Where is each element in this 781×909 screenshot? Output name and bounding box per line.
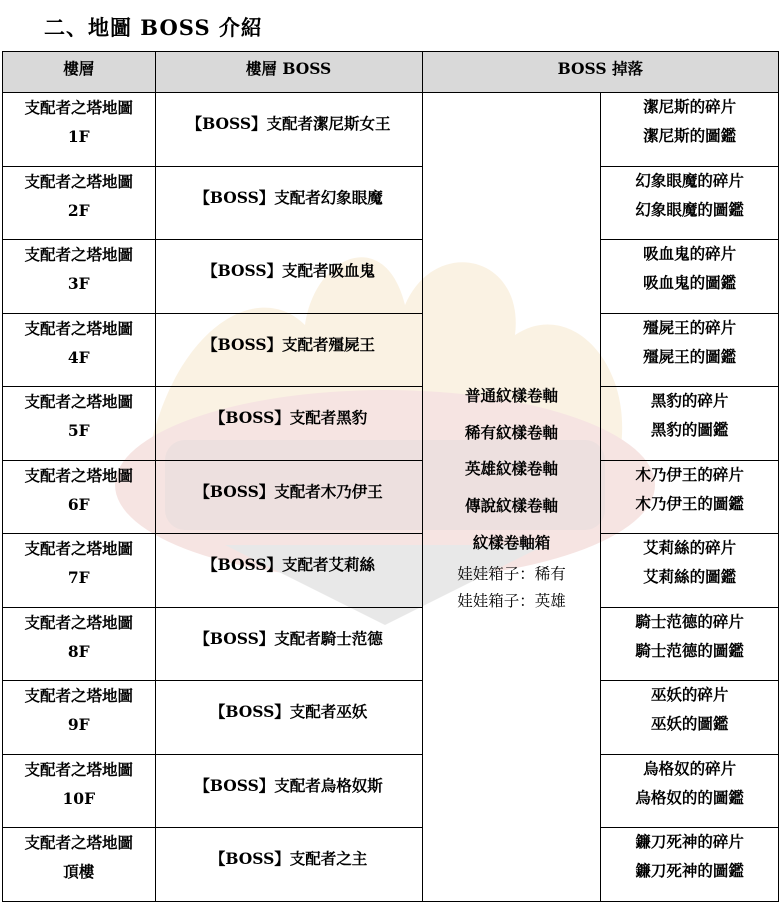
boss-name: 【BOSS】支配者木乃伊王: [194, 481, 383, 501]
drop-fragment: 幻象眼魔的碎片: [635, 170, 744, 190]
floor-cell: [3, 93, 156, 167]
floor-cell: [3, 460, 156, 534]
table-row: [3, 387, 779, 461]
drop-fragment: 潔尼斯的碎片: [643, 97, 737, 116]
floor-map-name: 支配者之塔地圖: [24, 465, 134, 485]
drop-fragment: 烏格奴的碎片: [643, 758, 737, 778]
floor-level: 10F: [62, 788, 96, 808]
floor-map-name: 支配者之塔地圖: [24, 612, 134, 632]
boss-drop-cell: [601, 166, 779, 240]
drop-codex: 木乃伊王的圖鑑: [635, 493, 744, 513]
table-row: [3, 460, 779, 534]
floor-level: 3F: [67, 274, 90, 293]
boss-drop-cell: [601, 93, 779, 167]
common-drop-item: 傳說紋樣卷軸: [464, 496, 558, 516]
boss-cell: [155, 607, 422, 681]
common-drops-cell: [422, 93, 601, 902]
drop-codex: 烏格奴的的圖鑑: [635, 787, 744, 807]
boss-name: 【BOSS】支配者艾莉絲: [202, 555, 376, 575]
boss-name: 【BOSS】支配者之主: [209, 849, 368, 869]
drop-codex: 吸血鬼的圖鑑: [643, 273, 737, 292]
boss-name: 【BOSS】支配者吸血鬼: [202, 261, 376, 281]
boss-cell: [155, 828, 422, 902]
floor-cell: [3, 313, 156, 387]
boss-name: 【BOSS】支配者巫妖: [209, 702, 368, 722]
table-row: [3, 607, 779, 681]
floor-cell: [3, 387, 156, 461]
floor-level: 7F: [67, 568, 90, 587]
boss-drop-cell: [601, 754, 779, 828]
drop-fragment: 鐮刀死神的碎片: [635, 832, 744, 851]
table-row: [3, 828, 779, 902]
drop-fragment: 巫妖的碎片: [650, 685, 729, 704]
boss-cell: [155, 460, 422, 534]
floor-map-name: 支配者之塔地圖: [24, 686, 134, 705]
common-drop-item: 娃娃箱子：稀有: [457, 565, 566, 584]
table-row: [3, 681, 779, 755]
boss-drop-cell: [601, 460, 779, 534]
boss-cell: [155, 754, 422, 828]
boss-drop-cell: [601, 313, 779, 387]
floor-map-name: 支配者之塔地圖: [24, 318, 134, 338]
drop-codex: 巫妖的圖鑑: [650, 714, 729, 733]
drop-fragment: 艾莉絲的碎片: [643, 538, 737, 557]
boss-drop-cell: [601, 534, 779, 608]
boss-name: 【BOSS】支配者騎士范德: [194, 628, 383, 648]
header-drop: BOSS 掉落: [422, 52, 778, 93]
drop-codex: 騎士范德的圖鑑: [635, 640, 744, 660]
drop-fragment: 吸血鬼的碎片: [643, 244, 737, 263]
boss-name: 【BOSS】支配者烏格奴斯: [194, 775, 383, 795]
drop-codex: 鐮刀死神的圖鑑: [635, 861, 744, 880]
floor-level: 1F: [67, 127, 90, 146]
boss-name: 【BOSS】支配者黑豹: [209, 408, 368, 428]
floor-map-name: 支配者之塔地圖: [24, 759, 134, 779]
table-row: [3, 240, 779, 314]
common-drop-item: 稀有紋樣卷軸: [464, 422, 558, 442]
drop-fragment: 殭屍王的碎片: [643, 317, 737, 337]
drop-codex: 黑豹的圖鑑: [650, 420, 729, 439]
floor-cell: [3, 681, 156, 755]
header-boss: 樓層 BOSS: [155, 52, 422, 93]
floor-map-name: 支配者之塔地圖: [24, 392, 134, 411]
floor-map-name: 支配者之塔地圖: [24, 539, 134, 558]
boss-drop-cell: [601, 387, 779, 461]
boss-cell: [155, 313, 422, 387]
boss-cell: [155, 387, 422, 461]
drop-codex: 艾莉絲的圖鑑: [643, 567, 737, 586]
drop-fragment: 騎士范德的碎片: [635, 611, 744, 631]
drop-codex: 幻象眼魔的圖鑑: [635, 199, 744, 219]
boss-name: 【BOSS】支配者幻象眼魔: [194, 187, 383, 207]
floor-map-name: 支配者之塔地圖: [24, 171, 134, 191]
floor-level: 5F: [67, 421, 90, 440]
floor-level: 2F: [67, 200, 90, 220]
boss-cell: [155, 681, 422, 755]
drop-fragment: 黑豹的碎片: [650, 391, 729, 410]
boss-cell: [155, 240, 422, 314]
section-title: 二、地圖 BOSS 介紹: [44, 15, 263, 40]
table-row: [3, 313, 779, 387]
floor-cell: [3, 754, 156, 828]
floor-map-name: 支配者之塔地圖: [24, 245, 134, 264]
boss-drop-cell: [601, 681, 779, 755]
table-row: [3, 166, 779, 240]
floor-level: 9F: [67, 715, 90, 734]
boss-name: 【BOSS】支配者殭屍王: [202, 334, 376, 354]
boss-drop-cell: [601, 607, 779, 681]
drop-codex: 潔尼斯的圖鑑: [643, 126, 737, 145]
floor-map-name: 支配者之塔地圖: [24, 98, 134, 117]
floor-cell: [3, 166, 156, 240]
common-drop-item: 紋樣卷軸箱: [472, 532, 551, 552]
table-row: [3, 534, 779, 608]
drop-codex: 殭屍王的圖鑑: [643, 346, 737, 366]
floor-level: 8F: [67, 641, 90, 661]
boss-cell: [155, 166, 422, 240]
floor-level: 頂樓: [63, 862, 95, 881]
floor-cell: [3, 534, 156, 608]
floor-cell: [3, 240, 156, 314]
boss-name: 【BOSS】支配者潔尼斯女王: [186, 114, 391, 134]
common-drop-item: 英雄紋樣卷軸: [464, 459, 558, 479]
common-drop-item: 普通紋樣卷軸: [464, 386, 558, 406]
boss-drop-cell: [601, 828, 779, 902]
table-row: [3, 93, 779, 167]
common-drop-item: 娃娃箱子：英雄: [457, 592, 566, 611]
drop-fragment: 木乃伊王的碎片: [635, 464, 744, 484]
boss-table: [2, 51, 779, 902]
floor-cell: [3, 607, 156, 681]
floor-level: 4F: [67, 347, 90, 367]
floor-map-name: 支配者之塔地圖: [24, 833, 134, 852]
floor-level: 6F: [67, 494, 90, 514]
boss-cell: [155, 534, 422, 608]
boss-cell: [155, 93, 422, 167]
boss-drop-cell: [601, 240, 779, 314]
header-floor: 樓層: [3, 52, 156, 93]
floor-cell: [3, 828, 156, 902]
table-row: [3, 754, 779, 828]
